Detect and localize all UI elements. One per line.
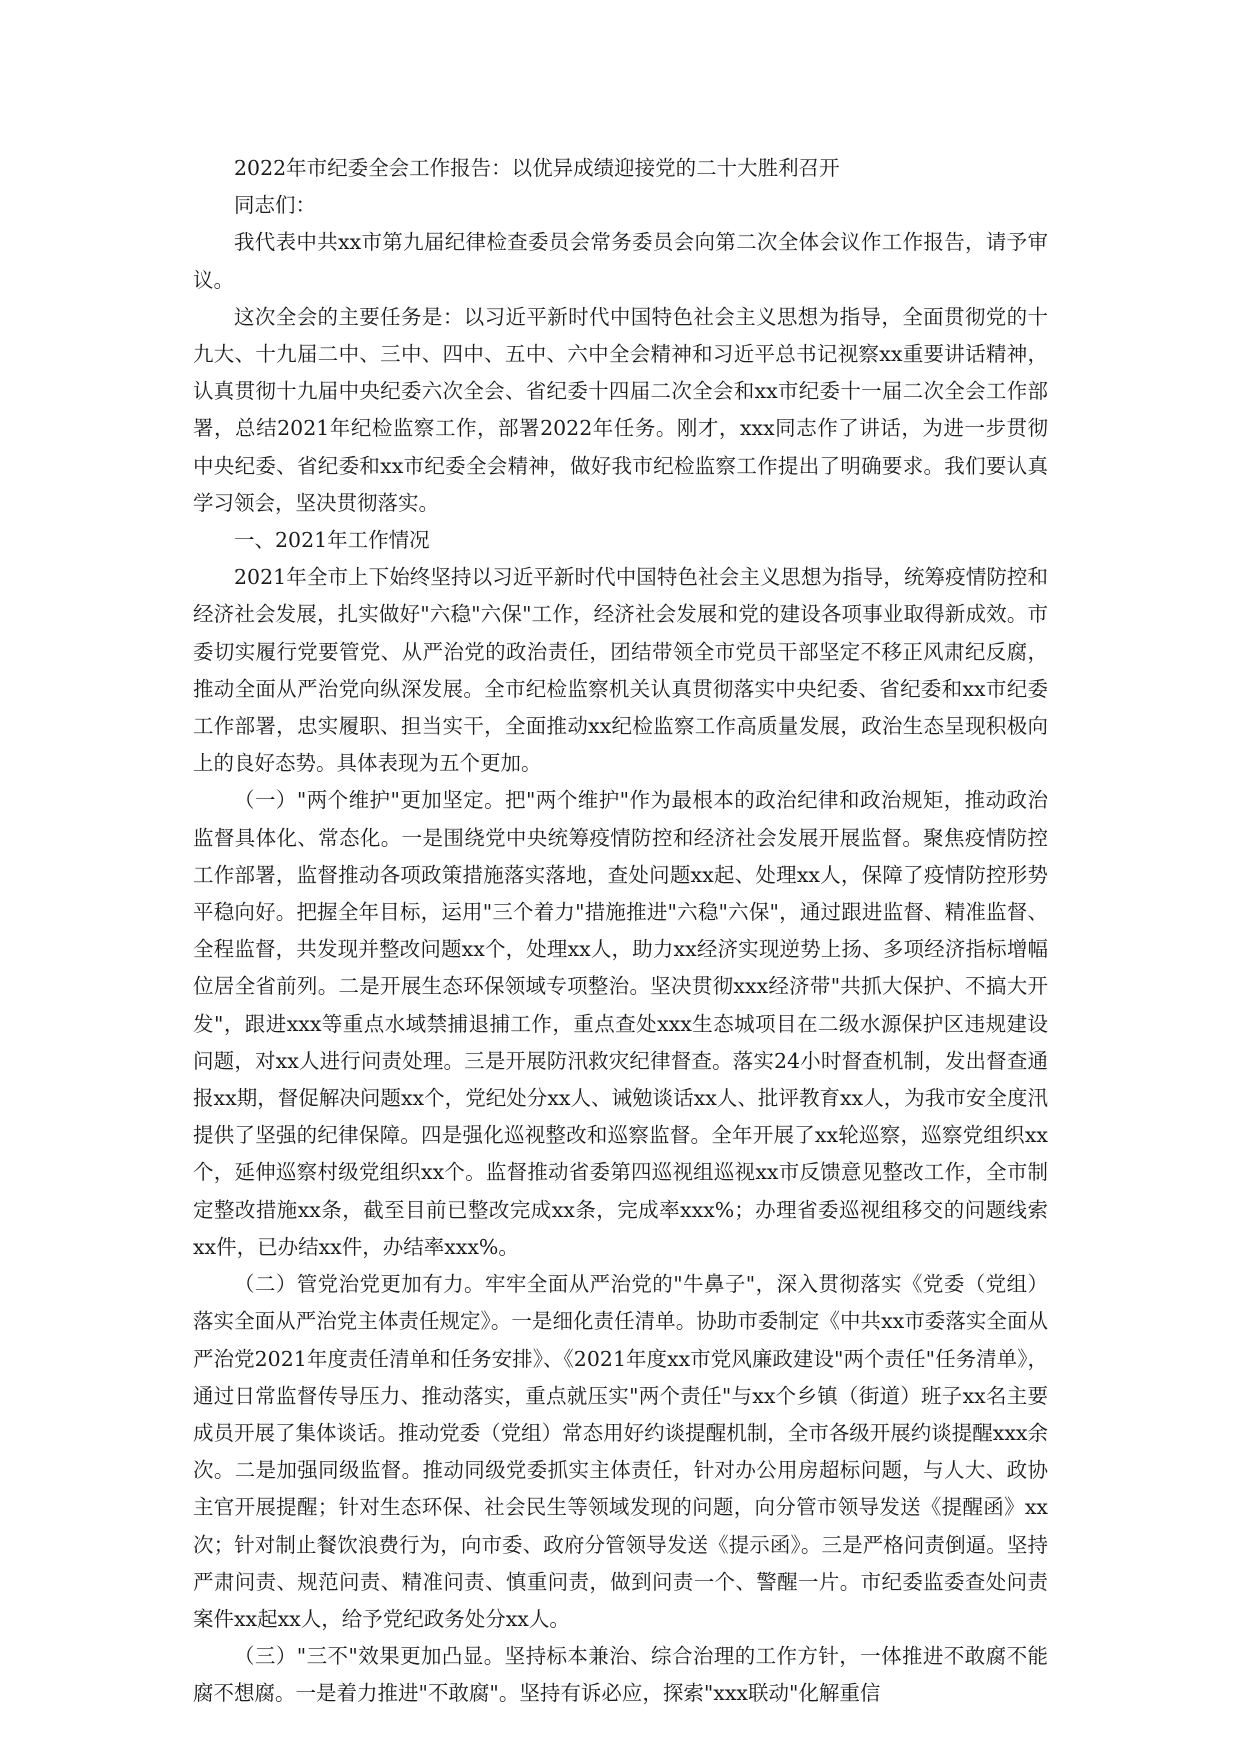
paragraph: 我代表中共xx市第九届纪律检查委员会常务委员会向第二次全体会议作工作报告，请予审议。 [193,230,1048,292]
salutation: 同志们： [234,193,316,218]
paragraph: 这次全会的主要任务是：以习近平新时代中国特色社会主义思想为指导，全面贯彻党的十九大、十九届二中、三中、四中、五中、六中全会精神和习近平总书记视察xx重要讲话精神，认真贯彻十九届中央纪委六次全会、省纪委十四届二次全会和xx市纪委十一届二次全会工作部署，总结2021年纪检监察工作，部署2022年任务。刚才，xxx同志作了讲话，为进一步贯彻中央纪委、省纪委和xx市纪委全会精神，做好我市纪检监察工作提出了明确要求。我们要认真学习领会，坚决贯彻落实。 [193,304,1048,515]
document-title: 2022年市纪委全会工作报告：以优异成绩迎接党的二十大胜利召开 [234,156,840,180]
paragraph: 2021年全市上下始终坚持以习近平新时代中国特色社会主义思想为指导，统筹疫情防控和经济社会发展，扎实做好"六稳"六保"工作，经济社会发展和党的建设各项事业取得新成效。市委切实履行党要管党、从严治党的政治责任，团结带领全市党员干部坚定不移正风肃纪反腐，推动全面从严治党向纵深发展。全市纪检监察机关认真贯彻落实中央纪委、省纪委和xx市纪委工作部署，忠实履职、担当实干，全面推动xx纪检监察工作高质量发展，政治生态呈现积极向上的良好态势。具体表现为五个更加。 [193,565,1048,776]
paragraph: （二）管党治党更加有力。牢牢全面从严治党的"牛鼻子"，深入贯彻落实《党委（党组）落实全面从严治党主体责任规定》。一是细化责任清单。协助市委制定《中共xx市委落实全面从严治党2021年度责任清单和任务安排》、《2021年度xx市党风廉政建设"两个责任"任务清单》，通过日常监督传导压力、推动落实，重点就压实"两个责任"与xx个乡镇（街道）班子xx名主要成员开展了集体谈话。推动党委（党组）常态用好约谈提醒机制，全市各级开展约谈提醒xxx余次。二是加强同级监督。推动同级党委抓实主体责任，针对办公用房超标问题，与人大、政协主官开展提醒；针对生态环保、社会民生等领域发现的问题，向分管市领导发送《提醒函》xx次；针对制止餐饮浪费行为，向市委、政府分管领导发送《提示函》。三是严格问责倒逼。坚持严肃问责、规范问责、精准问责、慎重问责，做到问责一个、警醒一片。市纪委监委查处问责案件xx起xx人，给予党纪政务处分xx人。 [193,1272,1048,1631]
paragraph: （三）"三不"效果更加凸显。坚持标本兼治、综合治理的工作方针，一体推进不敢腐不能腐不想腐。一是着力推进"不敢腐"。坚持有诉必应，探索"xxx联动"化解重信 [193,1644,1048,1706]
document-page [193,150,1048,1713]
paragraph: （一）"两个维护"更加坚定。把"两个维护"作为最根本的政治纪律和政治规矩，推动政治监督具体化、常态化。一是围绕党中央统筹疫情防控和经济社会发展开展监督。聚焦疫情防控工作部署，监督推动各项政策措施落实落地，查处问题xx起、处理xx人，保障了疫情防控形势平稳向好。把握全年目标，运用"三个着力"措施推进"六稳"六保"，通过跟进监督、精准监督、全程监督，共发现并整改问题xx个，处理xx人，助力xx经济实现逆势上扬、多项经济指标增幅位居全省前列。二是开展生态环保领域专项整治。坚决贯彻xxx经济带"共抓大保护、不搞大开发"，跟进xxx等重点水域禁捕退捕工作，重点查处xxx生态城项目在二级水源保护区违规建设问题，对xx人进行问责处理。三是开展防汛救灾纪律督查。落实24小时督查机制，发出督查通报xx期，督促解决问题xx个，党纪处分xx人、诫勉谈话xx人、批评教育xx人，为我市安全度汛提供了坚强的纪律保障。四是强化巡视整改和巡察监督。全年开展了xx轮巡察，巡察党组织xx个，延伸巡察村级党组织xx个。监督推动省委第四巡视组巡视xx市反馈意见整改工作，全市制定整改措施xx条，截至目前已整改完成xx条，完成率xxx%；办理省委巡视组移交的问题线索xx件，已办结xx件，办结率xxx%。 [193,788,1048,1259]
section-heading: 一、2021年工作情况 [234,528,430,553]
